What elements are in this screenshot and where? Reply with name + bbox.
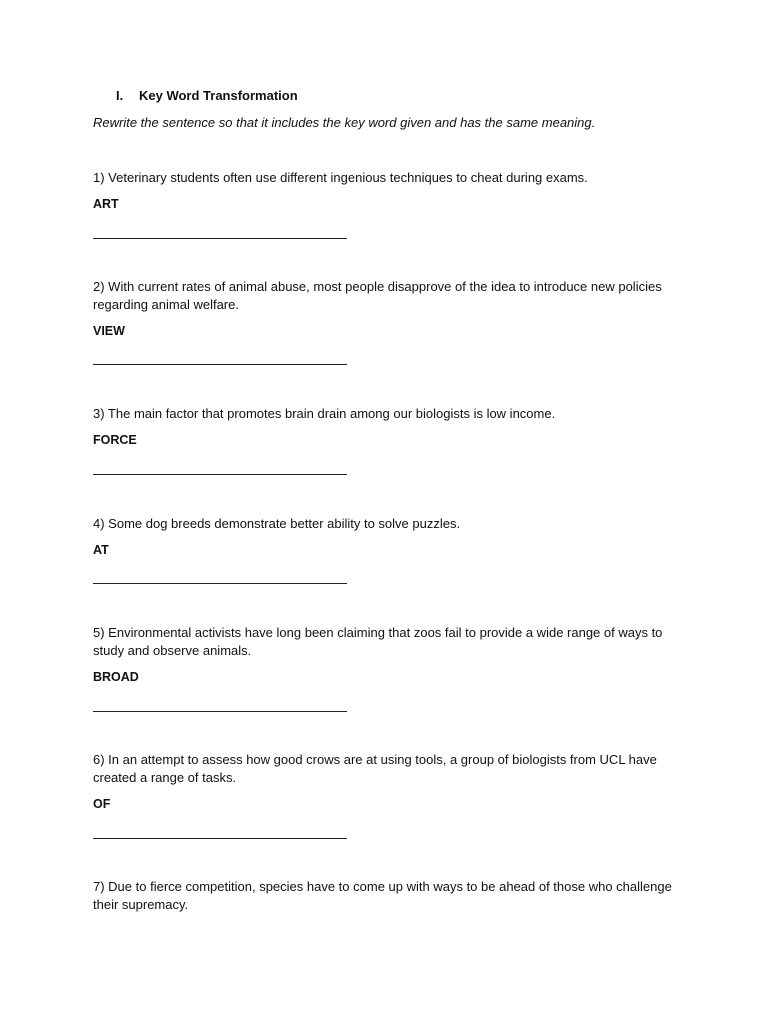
answer-line[interactable]: [93, 474, 347, 475]
question-sentence: 3) The main factor that promotes brain drain among our biologists is low income.: [93, 406, 556, 421]
question-item: [93, 405, 683, 448]
section-heading: [116, 88, 298, 103]
instructions-text: Rewrite the sentence so that it includes the key word given and has the same meaning.: [93, 115, 596, 130]
question-item: [93, 878, 683, 914]
question-item: [93, 751, 683, 812]
question-sentence: 1) Veterinary students often use different ingenious techniques to cheat during exams.: [93, 170, 588, 185]
key-word: OF: [93, 797, 111, 811]
question-item: [93, 515, 683, 558]
key-word: VIEW: [93, 324, 125, 338]
key-word: FORCE: [93, 433, 137, 447]
answer-line[interactable]: [93, 711, 347, 712]
question-sentence: 6) In an attempt to assess how good crows are at using tools, a group of biologists from UCL have created a range of tasks.: [93, 752, 657, 785]
section-title: Key Word Transformation: [139, 88, 298, 103]
question-item: [93, 169, 683, 212]
question-sentence: 5) Environmental activists have long been claiming that zoos fail to provide a wide range of ways to study and observe animals.: [93, 625, 663, 658]
key-word: BROAD: [93, 670, 139, 684]
key-word: AT: [93, 543, 109, 557]
question-sentence: 7) Due to fierce competition, species have to come up with ways to be ahead of those who challenge their supremacy.: [93, 879, 672, 912]
question-sentence: 4) Some dog breeds demonstrate better ability to solve puzzles.: [93, 516, 461, 531]
answer-line[interactable]: [93, 364, 347, 365]
question-item: [93, 624, 683, 685]
answer-line[interactable]: [93, 238, 347, 239]
answer-line[interactable]: [93, 838, 347, 839]
section-numeral: I.: [116, 88, 124, 103]
key-word: ART: [93, 197, 119, 211]
answer-line[interactable]: [93, 583, 347, 584]
question-item: [93, 278, 683, 339]
question-sentence: 2) With current rates of animal abuse, most people disapprove of the idea to introduce new policies regarding animal welfare.: [93, 279, 662, 312]
